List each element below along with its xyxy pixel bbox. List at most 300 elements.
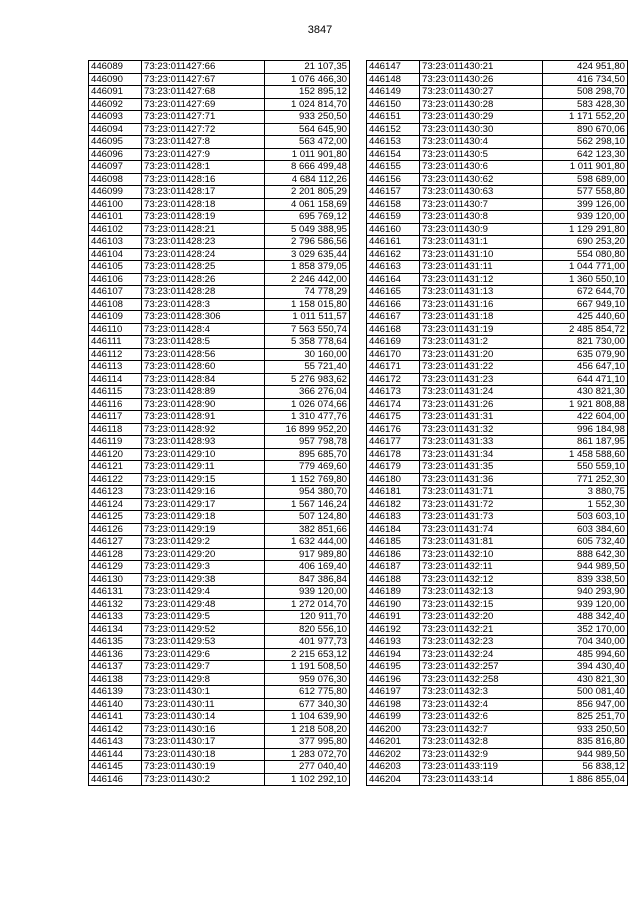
- table-row: [367, 411, 628, 424]
- value-cell: 1 310 477,76: [265, 411, 350, 424]
- value-cell: 399 126,00: [543, 198, 628, 211]
- row-number-cell: 446108: [89, 298, 142, 311]
- value-cell: 430 821,30: [543, 673, 628, 686]
- cadastral-number-cell: 73:23:011431:24: [420, 386, 543, 399]
- table-row: [367, 161, 628, 174]
- row-number-cell: 446176: [367, 423, 420, 436]
- row-number-cell: 446201: [367, 736, 420, 749]
- row-number-cell: 446182: [367, 498, 420, 511]
- value-cell: 839 338,50: [543, 573, 628, 586]
- table-row: [367, 211, 628, 224]
- cadastral-number-cell: 73:23:011428:21: [142, 223, 265, 236]
- value-cell: 690 253,20: [543, 236, 628, 249]
- row-number-cell: 446153: [367, 136, 420, 149]
- row-number-cell: 446094: [89, 123, 142, 136]
- table-row: [367, 536, 628, 549]
- row-number-cell: 446130: [89, 573, 142, 586]
- row-number-cell: 446113: [89, 361, 142, 374]
- cadastral-number-cell: 73:23:011427:8: [142, 136, 265, 149]
- table-row: [89, 373, 350, 386]
- cadastral-number-cell: 73:23:011428:17: [142, 186, 265, 199]
- cadastral-number-cell: 73:23:011428:25: [142, 261, 265, 274]
- row-number-cell: 446098: [89, 173, 142, 186]
- row-number-cell: 446096: [89, 148, 142, 161]
- row-number-cell: 446147: [367, 61, 420, 74]
- cadastral-number-cell: 73:23:011427:71: [142, 111, 265, 124]
- cadastral-number-cell: 73:23:011428:91: [142, 411, 265, 424]
- table-row: [89, 398, 350, 411]
- cadastral-number-cell: 73:23:011430:7: [420, 198, 543, 211]
- cadastral-number-cell: 73:23:011429:6: [142, 648, 265, 661]
- table-row: [89, 511, 350, 524]
- value-cell: 120 911,70: [265, 611, 350, 624]
- table-row: [89, 261, 350, 274]
- value-cell: 959 076,30: [265, 673, 350, 686]
- row-number-cell: 446100: [89, 198, 142, 211]
- cadastral-number-cell: 73:23:011431:81: [420, 536, 543, 549]
- row-number-cell: 446191: [367, 611, 420, 624]
- cadastral-number-cell: 73:23:011429:11: [142, 461, 265, 474]
- row-number-cell: 446124: [89, 498, 142, 511]
- row-number-cell: 446185: [367, 536, 420, 549]
- cadastral-number-cell: 73:23:011431:12: [420, 273, 543, 286]
- value-cell: 416 734,50: [543, 73, 628, 86]
- value-cell: 1 858 379,05: [265, 261, 350, 274]
- table-row: [367, 236, 628, 249]
- cadastral-number-cell: 73:23:011432:258: [420, 673, 543, 686]
- value-cell: 861 187,95: [543, 436, 628, 449]
- cadastral-number-cell: 73:23:011432:24: [420, 648, 543, 661]
- row-number-cell: 446092: [89, 98, 142, 111]
- table-row: [89, 586, 350, 599]
- value-cell: 1 024 814,70: [265, 98, 350, 111]
- cadastral-number-cell: 73:23:011430:30: [420, 123, 543, 136]
- cadastral-number-cell: 73:23:011428:24: [142, 248, 265, 261]
- row-number-cell: 446146: [89, 773, 142, 786]
- value-cell: 1 283 072,70: [265, 748, 350, 761]
- table-row: [89, 198, 350, 211]
- row-number-cell: 446141: [89, 711, 142, 724]
- cadastral-number-cell: 73:23:011430:8: [420, 211, 543, 224]
- value-cell: 1 171 552,20: [543, 111, 628, 124]
- value-cell: 5 276 983,62: [265, 373, 350, 386]
- table-row: [367, 736, 628, 749]
- value-cell: 500 081,40: [543, 686, 628, 699]
- table-row: [89, 598, 350, 611]
- value-cell: 424 951,80: [543, 61, 628, 74]
- row-number-cell: 446139: [89, 686, 142, 699]
- table-row: [89, 248, 350, 261]
- value-cell: 821 730,00: [543, 336, 628, 349]
- value-cell: 933 250,50: [265, 111, 350, 124]
- cadastral-number-cell: 73:23:011431:1: [420, 236, 543, 249]
- value-cell: 1 011 511,57: [265, 311, 350, 324]
- table-row: [89, 223, 350, 236]
- cadastral-number-cell: 73:23:011431:26: [420, 398, 543, 411]
- value-cell: 612 775,80: [265, 686, 350, 699]
- row-number-cell: 446097: [89, 161, 142, 174]
- cadastral-number-cell: 73:23:011428:26: [142, 273, 265, 286]
- row-number-cell: 446117: [89, 411, 142, 424]
- row-number-cell: 446136: [89, 648, 142, 661]
- cadastral-number-cell: 73:23:011432:21: [420, 623, 543, 636]
- row-number-cell: 446131: [89, 586, 142, 599]
- row-number-cell: 446143: [89, 736, 142, 749]
- table-row: [367, 323, 628, 336]
- row-number-cell: 446163: [367, 261, 420, 274]
- row-number-cell: 446121: [89, 461, 142, 474]
- cadastral-number-cell: 73:23:011428:23: [142, 236, 265, 249]
- table-row: [89, 623, 350, 636]
- row-number-cell: 446135: [89, 636, 142, 649]
- value-cell: 30 160,00: [265, 348, 350, 361]
- table-row: [367, 198, 628, 211]
- value-cell: 456 647,10: [543, 361, 628, 374]
- row-number-cell: 446164: [367, 273, 420, 286]
- row-number-cell: 446184: [367, 523, 420, 536]
- row-number-cell: 446152: [367, 123, 420, 136]
- value-cell: 1 552,30: [543, 498, 628, 511]
- row-number-cell: 446161: [367, 236, 420, 249]
- row-number-cell: 446127: [89, 536, 142, 549]
- cadastral-number-cell: 73:23:011428:18: [142, 198, 265, 211]
- row-number-cell: 446198: [367, 698, 420, 711]
- value-cell: 944 989,50: [543, 561, 628, 574]
- table-row: [367, 698, 628, 711]
- table-row: [367, 586, 628, 599]
- value-cell: 152 895,12: [265, 86, 350, 99]
- table-row: [89, 686, 350, 699]
- row-number-cell: 446104: [89, 248, 142, 261]
- row-number-cell: 446169: [367, 336, 420, 349]
- cadastral-number-cell: 73:23:011429:8: [142, 673, 265, 686]
- table-row: [89, 186, 350, 199]
- row-number-cell: 446150: [367, 98, 420, 111]
- row-number-cell: 446105: [89, 261, 142, 274]
- table-row: [89, 411, 350, 424]
- table-row: [89, 361, 350, 374]
- row-number-cell: 446137: [89, 661, 142, 674]
- value-cell: 430 821,30: [543, 386, 628, 399]
- value-cell: 550 559,10: [543, 461, 628, 474]
- cadastral-number-cell: 73:23:011430:17: [142, 736, 265, 749]
- row-number-cell: 446159: [367, 211, 420, 224]
- value-cell: 562 298,10: [543, 136, 628, 149]
- value-cell: 888 642,30: [543, 548, 628, 561]
- cadastral-number-cell: 73:23:011428:28: [142, 286, 265, 299]
- cadastral-number-cell: 73:23:011430:21: [420, 61, 543, 74]
- value-cell: 939 120,00: [265, 586, 350, 599]
- value-cell: 895 685,70: [265, 448, 350, 461]
- cadastral-number-cell: 73:23:011431:18: [420, 311, 543, 324]
- value-cell: 939 120,00: [543, 211, 628, 224]
- table-row: [89, 486, 350, 499]
- table-row: [89, 236, 350, 249]
- row-number-cell: 446168: [367, 323, 420, 336]
- cadastral-number-cell: 73:23:011429:2: [142, 536, 265, 549]
- cadastral-number-cell: 73:23:011428:89: [142, 386, 265, 399]
- table-row: [89, 148, 350, 161]
- value-cell: 1 104 639,90: [265, 711, 350, 724]
- table-row: [367, 61, 628, 74]
- row-number-cell: 446166: [367, 298, 420, 311]
- cadastral-number-cell: 73:23:011428:19: [142, 211, 265, 224]
- table-row: [367, 448, 628, 461]
- value-cell: 5 049 388,95: [265, 223, 350, 236]
- row-number-cell: 446102: [89, 223, 142, 236]
- row-number-cell: 446149: [367, 86, 420, 99]
- row-number-cell: 446160: [367, 223, 420, 236]
- table-row: [367, 423, 628, 436]
- table-row: [367, 548, 628, 561]
- value-cell: 2 796 586,56: [265, 236, 350, 249]
- cadastral-number-cell: 73:23:011428:3: [142, 298, 265, 311]
- cadastral-number-cell: 73:23:011431:35: [420, 461, 543, 474]
- table-row: [89, 761, 350, 774]
- cadastral-number-cell: 73:23:011432:10: [420, 548, 543, 561]
- value-cell: 1 272 014,70: [265, 598, 350, 611]
- row-number-cell: 446173: [367, 386, 420, 399]
- row-number-cell: 446193: [367, 636, 420, 649]
- value-cell: 2 215 653,12: [265, 648, 350, 661]
- row-number-cell: 446188: [367, 573, 420, 586]
- value-cell: 917 989,80: [265, 548, 350, 561]
- cadastral-number-cell: 73:23:011429:18: [142, 511, 265, 524]
- table-row: [89, 748, 350, 761]
- row-number-cell: 446144: [89, 748, 142, 761]
- row-number-cell: 446115: [89, 386, 142, 399]
- value-cell: 1 632 444,00: [265, 536, 350, 549]
- table-row: [367, 98, 628, 111]
- value-cell: 1 567 146,24: [265, 498, 350, 511]
- value-cell: 382 851,66: [265, 523, 350, 536]
- cadastral-number-cell: 73:23:011430:26: [420, 73, 543, 86]
- cadastral-number-cell: 73:23:011430:6: [420, 161, 543, 174]
- value-cell: 4 684 112,26: [265, 173, 350, 186]
- value-cell: 564 645,90: [265, 123, 350, 136]
- row-number-cell: 446195: [367, 661, 420, 674]
- value-cell: 1 011 901,80: [265, 148, 350, 161]
- cadastral-number-cell: 73:23:011432:9: [420, 748, 543, 761]
- table-row: [89, 86, 350, 99]
- row-number-cell: 446197: [367, 686, 420, 699]
- cadastral-number-cell: 73:23:011430:16: [142, 723, 265, 736]
- value-cell: 996 184,98: [543, 423, 628, 436]
- row-number-cell: 446170: [367, 348, 420, 361]
- table-row: [367, 623, 628, 636]
- cadastral-number-cell: 73:23:011429:53: [142, 636, 265, 649]
- value-cell: 2 485 854,72: [543, 323, 628, 336]
- cadastral-number-cell: 73:23:011429:4: [142, 586, 265, 599]
- cadastral-number-cell: 73:23:011428:306: [142, 311, 265, 324]
- table-row: [89, 473, 350, 486]
- cadastral-number-cell: 73:23:011430:29: [420, 111, 543, 124]
- cadastral-number-cell: 73:23:011428:92: [142, 423, 265, 436]
- row-number-cell: 446156: [367, 173, 420, 186]
- table-row: [367, 86, 628, 99]
- table-row: [89, 298, 350, 311]
- row-number-cell: 446162: [367, 248, 420, 261]
- value-cell: 890 670,06: [543, 123, 628, 136]
- cadastral-number-cell: 73:23:011427:67: [142, 73, 265, 86]
- row-number-cell: 446177: [367, 436, 420, 449]
- table-row: [367, 248, 628, 261]
- cadastral-number-cell: 73:23:011429:15: [142, 473, 265, 486]
- value-cell: 352 170,00: [543, 623, 628, 636]
- value-cell: 771 252,30: [543, 473, 628, 486]
- table-row: [89, 211, 350, 224]
- cadastral-number-cell: 73:23:011428:1: [142, 161, 265, 174]
- table-row: [89, 436, 350, 449]
- table-row: [367, 511, 628, 524]
- table-row: [367, 398, 628, 411]
- row-number-cell: 446145: [89, 761, 142, 774]
- value-cell: 485 994,60: [543, 648, 628, 661]
- table-row: [89, 386, 350, 399]
- row-number-cell: 446112: [89, 348, 142, 361]
- row-number-cell: 446095: [89, 136, 142, 149]
- table-row: [89, 573, 350, 586]
- cadastral-number-cell: 73:23:011432:257: [420, 661, 543, 674]
- value-cell: 16 899 952,20: [265, 423, 350, 436]
- value-cell: 4 061 158,69: [265, 198, 350, 211]
- table-row: [89, 98, 350, 111]
- value-cell: 1 158 015,80: [265, 298, 350, 311]
- value-cell: 2 246 442,00: [265, 273, 350, 286]
- table-row: [367, 386, 628, 399]
- row-number-cell: 446148: [367, 73, 420, 86]
- cadastral-number-cell: 73:23:011430:14: [142, 711, 265, 724]
- table-row: [367, 561, 628, 574]
- row-number-cell: 446114: [89, 373, 142, 386]
- cadastral-number-cell: 73:23:011430:19: [142, 761, 265, 774]
- table-row: [89, 448, 350, 461]
- cadastral-number-cell: 73:23:011432:7: [420, 723, 543, 736]
- row-number-cell: 446138: [89, 673, 142, 686]
- table-row: [367, 611, 628, 624]
- cadastral-number-cell: 73:23:011431:10: [420, 248, 543, 261]
- cadastral-number-cell: 73:23:011427:72: [142, 123, 265, 136]
- row-number-cell: 446172: [367, 373, 420, 386]
- cadastral-number-cell: 73:23:011431:22: [420, 361, 543, 374]
- table-row: [367, 648, 628, 661]
- table-row: [89, 136, 350, 149]
- table-row: [89, 286, 350, 299]
- cadastral-number-cell: 73:23:011428:93: [142, 436, 265, 449]
- cadastral-number-cell: 73:23:011432:15: [420, 598, 543, 611]
- cadastral-number-cell: 73:23:011430:5: [420, 148, 543, 161]
- cadastral-number-cell: 73:23:011432:13: [420, 586, 543, 599]
- cadastral-number-cell: 73:23:011431:23: [420, 373, 543, 386]
- row-number-cell: 446110: [89, 323, 142, 336]
- table-row: [89, 548, 350, 561]
- row-number-cell: 446171: [367, 361, 420, 374]
- row-number-cell: 446180: [367, 473, 420, 486]
- value-cell: 508 298,70: [543, 86, 628, 99]
- value-cell: 377 995,80: [265, 736, 350, 749]
- cadastral-number-cell: 73:23:011429:20: [142, 548, 265, 561]
- row-number-cell: 446186: [367, 548, 420, 561]
- cadastral-number-cell: 73:23:011430:2: [142, 773, 265, 786]
- cadastral-number-cell: 73:23:011429:7: [142, 661, 265, 674]
- table-row: [367, 486, 628, 499]
- cadastral-number-cell: 73:23:011431:31: [420, 411, 543, 424]
- table-row: [89, 311, 350, 324]
- row-number-cell: 446129: [89, 561, 142, 574]
- cadastral-number-cell: 73:23:011429:19: [142, 523, 265, 536]
- table-row: [89, 498, 350, 511]
- cadastral-number-cell: 73:23:011433:119: [420, 761, 543, 774]
- table-row: [367, 148, 628, 161]
- table-row: [367, 498, 628, 511]
- value-cell: 366 276,04: [265, 386, 350, 399]
- value-cell: 74 778,29: [265, 286, 350, 299]
- table-row: [367, 761, 628, 774]
- value-cell: 856 947,00: [543, 698, 628, 711]
- table-row: [89, 273, 350, 286]
- row-number-cell: 446183: [367, 511, 420, 524]
- row-number-cell: 446181: [367, 486, 420, 499]
- value-cell: 8 666 499,48: [265, 161, 350, 174]
- value-cell: 277 040,40: [265, 761, 350, 774]
- row-number-cell: 446118: [89, 423, 142, 436]
- row-number-cell: 446155: [367, 161, 420, 174]
- row-number-cell: 446120: [89, 448, 142, 461]
- row-number-cell: 446133: [89, 611, 142, 624]
- row-number-cell: 446194: [367, 648, 420, 661]
- cadastral-number-cell: 73:23:011430:62: [420, 173, 543, 186]
- value-cell: 507 124,80: [265, 511, 350, 524]
- cadastral-number-cell: 73:23:011431:16: [420, 298, 543, 311]
- register-table-left: [88, 60, 350, 786]
- cadastral-number-cell: 73:23:011428:60: [142, 361, 265, 374]
- cadastral-number-cell: 73:23:011428:90: [142, 398, 265, 411]
- table-row: [89, 461, 350, 474]
- value-cell: 847 386,84: [265, 573, 350, 586]
- table-row: [89, 773, 350, 786]
- value-cell: 21 107,35: [265, 61, 350, 74]
- table-row: [367, 223, 628, 236]
- value-cell: 2 201 805,29: [265, 186, 350, 199]
- cadastral-number-cell: 73:23:011429:52: [142, 623, 265, 636]
- cadastral-number-cell: 73:23:011427:66: [142, 61, 265, 74]
- row-number-cell: 446158: [367, 198, 420, 211]
- table-row: [367, 473, 628, 486]
- page-number: 3847: [307, 24, 333, 36]
- table-row: [89, 348, 350, 361]
- value-cell: 55 721,40: [265, 361, 350, 374]
- value-cell: 957 798,78: [265, 436, 350, 449]
- table-row: [89, 336, 350, 349]
- row-number-cell: 446132: [89, 598, 142, 611]
- value-cell: 3 880,75: [543, 486, 628, 499]
- row-number-cell: 446091: [89, 86, 142, 99]
- table-row: [367, 748, 628, 761]
- cadastral-number-cell: 73:23:011432:23: [420, 636, 543, 649]
- cadastral-number-cell: 73:23:011431:36: [420, 473, 543, 486]
- cadastral-number-cell: 73:23:011429:38: [142, 573, 265, 586]
- cadastral-number-cell: 73:23:011429:3: [142, 561, 265, 574]
- cadastral-number-cell: 73:23:011431:11: [420, 261, 543, 274]
- table-row: [367, 111, 628, 124]
- value-cell: 1 076 466,30: [265, 73, 350, 86]
- value-cell: 1 129 291,80: [543, 223, 628, 236]
- cadastral-number-cell: 73:23:011430:18: [142, 748, 265, 761]
- value-cell: 1 886 855,04: [543, 773, 628, 786]
- table-row: [367, 298, 628, 311]
- row-number-cell: 446203: [367, 761, 420, 774]
- row-number-cell: 446089: [89, 61, 142, 74]
